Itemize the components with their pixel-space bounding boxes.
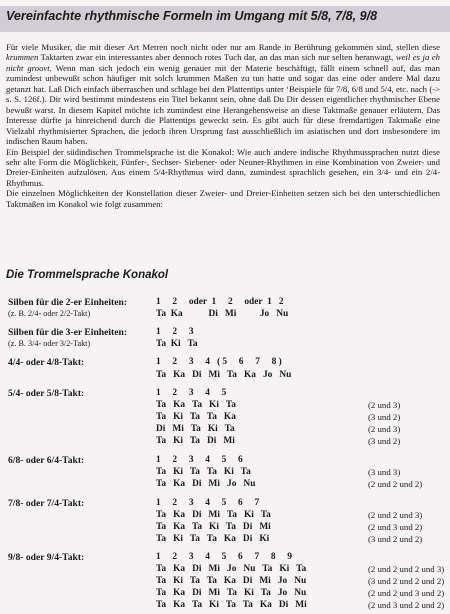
combo-6-8: (2 und 2 und 2) bbox=[368, 479, 423, 489]
row-nums-3er: 1 2 3 bbox=[156, 327, 194, 337]
combo-5-4: (3 und 2) bbox=[368, 436, 401, 446]
section-title: Die Trommelsprache Konakol bbox=[6, 269, 169, 281]
row-label-4-4: 4/4- oder 4/8-Takt: bbox=[8, 357, 85, 368]
combo-9-8: (2 und 2 und 3 und 2) bbox=[368, 588, 445, 598]
row-nums-5-4: 1 2 3 4 5 bbox=[156, 388, 227, 398]
row-syllables-7-8: Ta Ki Ta Ta Ka Di Ki bbox=[156, 534, 270, 544]
row-syllables-7-8: Ta Ka Ta Ki Ta Di Mi bbox=[156, 522, 271, 532]
combo-5-4: (2 und 3) bbox=[368, 400, 401, 410]
combo-5-4: (3 und 2) bbox=[368, 412, 401, 422]
row-syllables-5-4: Ta Ki Ta Di Mi bbox=[156, 436, 235, 446]
row-syllables-9-8: Ta Ka Di Mi Ta Ki Ta Jo Nu bbox=[156, 588, 307, 598]
combo-9-8: (2 und 2 und 2 und 3) bbox=[368, 564, 445, 574]
combo-9-8: (3 und 2 und 2 und 2) bbox=[368, 576, 445, 586]
intro-paragraph-1: Für viele Musiker, die mit dieser Art Metren noch nicht oder nur am Rande in Berührung gekommen sind, stellen diese krummen Taktarten zwar ein interessantes aber dennoch rotes Tuch dar, an das man sich nur selten heranwagt, weil es ja eh nicht groovt. Wenn man sich jedoch ein wenig genauer mit der Materie beschäftigt, fällt einem schnell auf, das man zumindest unbewußt schon häufiger mit solch krummen Maßen zu tun hatte und sogar das eine oder andere Mal dazu getanzt hat. Laß Dich einfach überraschen und schlage bei den Plattentips unter ‘Beispiele für 7/8, 6/8 und 5/4, etc. nach (-> s. S. 126f.). Dir wird bestimmt mindestens ein Titel bekannt sein, ohne daß Du Dir dessen eigentlicher rhythmischer Ebene bewußt warst. In diesem Kapitel möchte ich zumindest eine Herangehensweise an diese Taktmaße genauer erläutern. Das Interesse dürfte ja hinreichend durch die Plattentips geweckt sein. Es gibt auch für diese fremdartigen Taktmaße eine Vielzahl rhythmisierter Sprachen, die jedoch ihren Ursprung fast ausschließlich im asiatischen und dort insbesondere im indischen Raum haben. bbox=[6, 42, 440, 147]
row-label-9-8: 9/8- oder 9/4-Takt: bbox=[8, 552, 85, 563]
row-nums-4-4: 1 2 3 4 ( 5 6 7 8 ) bbox=[156, 357, 282, 367]
row-syllables-6-8: Ta Ka Di Mi Jo Nu bbox=[156, 479, 256, 489]
row-syllables-9-8: Ta Ka Ta Ki Ta Ta Ka Di Mi bbox=[156, 600, 307, 610]
row-syllables-6-8: Ta Ki Ta Ta Ki Ta bbox=[156, 467, 251, 477]
row-label-3er: Silben für die 3-er Einheiten: bbox=[8, 327, 128, 338]
combo-7-8: (3 und 2 und 2) bbox=[368, 534, 423, 544]
row-nums-7-8: 1 2 3 4 5 6 7 bbox=[156, 498, 260, 508]
row-label-6-8: 6/8- oder 6/4-Takt: bbox=[8, 455, 85, 466]
row-nums-2er: 1 2 oder 1 2 oder 1 2 bbox=[156, 297, 284, 307]
row-syllables-5-4: Ta Ki Ta Ta Ka bbox=[156, 412, 236, 422]
row-label-2er: Silben für die 2-er Einheiten: bbox=[8, 297, 128, 308]
row-label-5-4: 5/4- oder 5/8-Takt: bbox=[8, 388, 85, 399]
row-nums-9-8: 1 2 3 4 5 6 7 8 9 bbox=[156, 552, 292, 562]
combo-7-8: (2 und 2 und 3) bbox=[368, 510, 423, 520]
row-syllables-9-8: Ta Ki Ta Ta Ka Di Mi Jo Nu bbox=[156, 576, 307, 586]
row-nums-6-8: 1 2 3 4 5 6 bbox=[156, 455, 243, 465]
row-syllables-5-4: Ta Ka Ta Ki Ta bbox=[156, 400, 236, 410]
intro-paragraph-2: Ein Beispiel der südindischen Trommelsprache ist die Konakol: Wie auch andere indische Rhythmussprachen nutzt diese sehr alte Form die Möglichkeit, Fünfer-, Sechser- Siebener- oder Neuner-Rhythmen in eine Kombination von Zweier- und Dreier-Einheiten aufzulösen. Aus einem 5/4-Rhythmus wird dann, zumindest sprachlich gesehen, ein 3/4- und ein 2/4-Rhythmus. bbox=[6, 146, 440, 188]
combo-6-8: (3 und 3) bbox=[368, 467, 401, 477]
row-syllables-2er: Ta Ka Di Mi Jo Nu bbox=[156, 309, 289, 319]
row-sub-2er: (z. B. 2/4- oder 2/2-Takt) bbox=[8, 309, 91, 318]
row-syllables-5-4: Di Mi Ta Ki Ta bbox=[156, 424, 235, 434]
row-syllables-7-8: Ta Ka Di Mi Ta Ki Ta bbox=[156, 510, 271, 520]
combo-7-8: (2 und 3 und 2) bbox=[368, 522, 423, 532]
combo-5-4: (2 und 3) bbox=[368, 424, 401, 434]
row-syllables-3er: Ta Ki Ta bbox=[156, 339, 198, 349]
combo-9-8: (2 und 3 und 2 und 2) bbox=[368, 600, 445, 610]
intro-paragraph-3: Die einzelnen Möglichkeiten der Konstellation dieser Zweier- und Dreier-Einheiten setzen sich bei den unterschiedlichen Taktmaßen im Konakol wie folgt zusammen: bbox=[6, 188, 440, 209]
row-syllables-9-8: Ta Ka Di Mi Jo Nu Ta Ki Ta bbox=[156, 564, 307, 574]
page-title: Vereinfachte rhythmische Formeln im Umgang mit 5/8, 7/8, 9/8 bbox=[6, 9, 378, 23]
row-sub-3er: (z. B. 3/4- oder 3/2-Takt) bbox=[8, 339, 91, 348]
row-label-7-8: 7/8- oder 7/4-Takt: bbox=[8, 498, 85, 509]
intro-text bbox=[6, 42, 440, 209]
row-syllables-4-4: Ta Ka Di Mi Ta Ka Jo Nu bbox=[156, 370, 292, 380]
